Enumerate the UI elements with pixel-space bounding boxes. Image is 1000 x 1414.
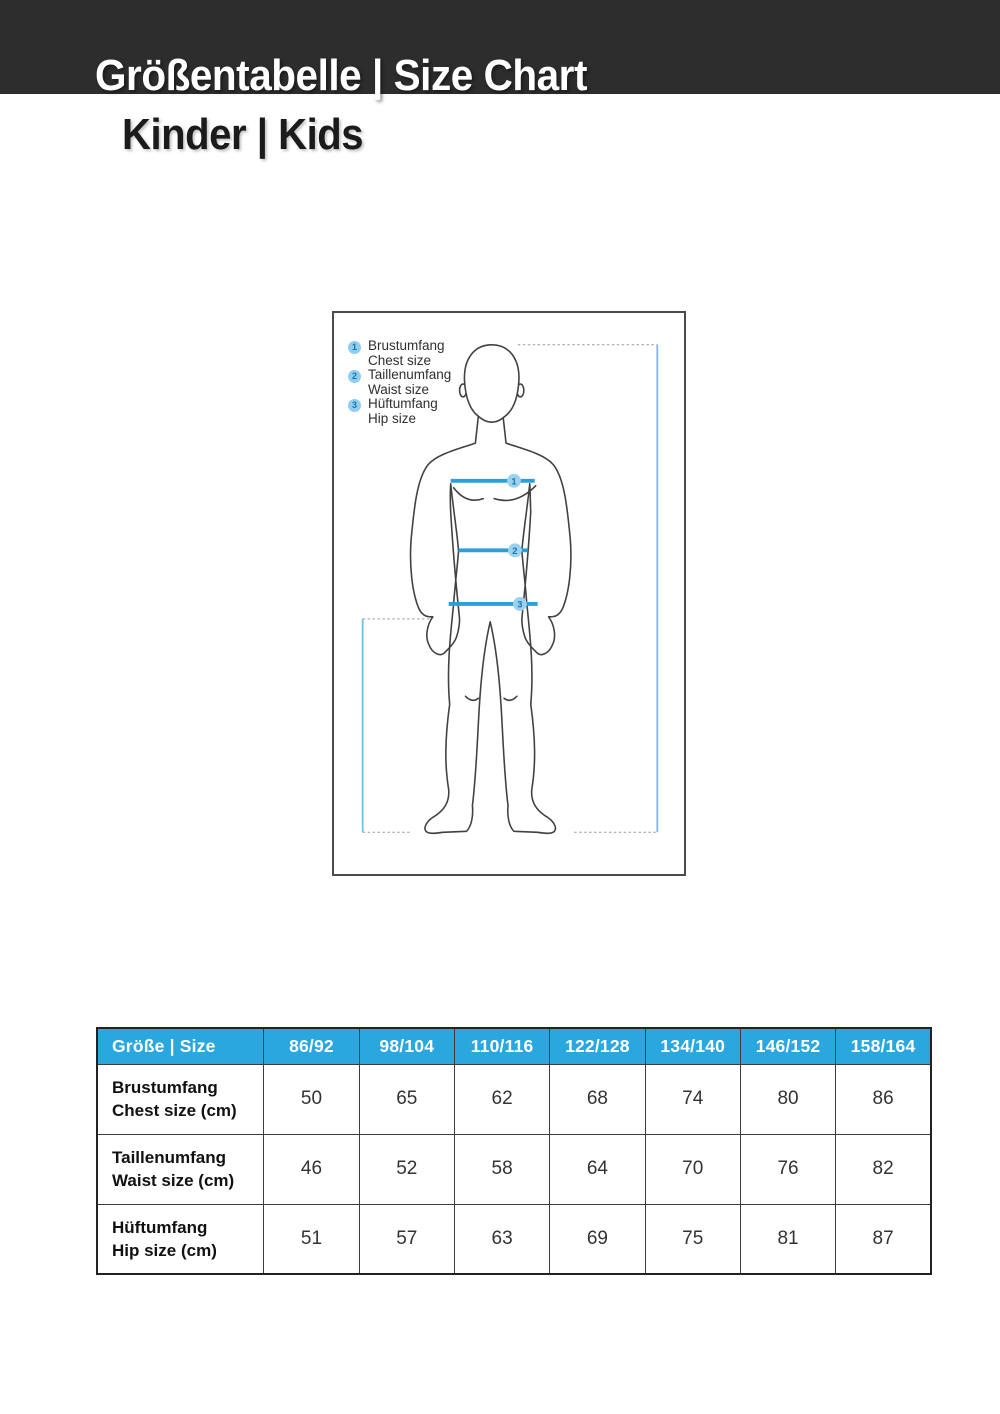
legend-label-de: Brustumfang <box>368 338 445 353</box>
row-label <box>97 1134 264 1204</box>
table-cell: 69 <box>550 1204 645 1274</box>
table-cell: 86 <box>836 1064 931 1134</box>
table-cell: 82 <box>836 1134 931 1204</box>
table-cell: 75 <box>645 1204 740 1274</box>
table-cell: 63 <box>454 1204 549 1274</box>
chest-marker-label: 1 <box>511 475 517 487</box>
table-cell: 68 <box>550 1064 645 1134</box>
measurement-diagram <box>332 311 686 876</box>
legend-label <box>368 339 445 368</box>
table-header-cell: 122/128 <box>550 1028 645 1064</box>
legend-label-de: Hüftumfang <box>368 396 438 411</box>
page-subtitle: Kinder | Kids <box>122 110 364 159</box>
waist-marker-label: 2 <box>512 544 518 556</box>
table-header-size: Größe | Size <box>97 1028 264 1064</box>
table-cell: 51 <box>264 1204 359 1274</box>
page-title: Größentabelle | Size Chart <box>95 51 587 100</box>
table-header-cell: 146/152 <box>740 1028 835 1064</box>
size-table <box>96 1027 932 1275</box>
table-row-hip <box>97 1204 931 1274</box>
legend-label-en: Waist size <box>368 381 430 397</box>
table-header-cell: 110/116 <box>454 1028 549 1064</box>
table-cell: 87 <box>836 1204 931 1274</box>
row-label <box>97 1064 264 1134</box>
legend-label-en: Chest size <box>368 352 432 368</box>
table-cell: 81 <box>740 1204 835 1274</box>
table-cell: 58 <box>454 1134 549 1204</box>
hip-marker-label: 3 <box>517 598 523 610</box>
table-cell: 65 <box>359 1064 454 1134</box>
row-label-en: Hip size (cm) <box>112 1240 217 1260</box>
table-row-waist <box>97 1134 931 1204</box>
legend-item-waist <box>348 368 451 397</box>
table-cell: 50 <box>264 1064 359 1134</box>
row-label-de: Taillenumfang <box>112 1148 226 1167</box>
table-cell: 52 <box>359 1134 454 1204</box>
legend-label-en: Hip size <box>368 410 417 426</box>
table-header-row <box>97 1028 931 1064</box>
legend-label <box>368 397 438 426</box>
legend-item-hip <box>348 397 451 426</box>
table-cell: 70 <box>645 1134 740 1204</box>
table-cell: 80 <box>740 1064 835 1134</box>
table-cell: 76 <box>740 1134 835 1204</box>
brand-ribbon-wrap <box>734 0 935 208</box>
legend-number-badge: 3 <box>348 399 361 412</box>
row-label-de: Hüftumfang <box>112 1217 208 1237</box>
row-label-de: Brustumfang <box>112 1078 218 1097</box>
legend-label <box>368 368 451 397</box>
table-header-cell: 86/92 <box>264 1028 359 1064</box>
legend-label-de: Taillenumfang <box>368 367 452 382</box>
row-label-en: Waist size (cm) <box>112 1171 235 1190</box>
table-header-cell: 98/104 <box>359 1028 454 1064</box>
table-cell: 46 <box>264 1134 359 1204</box>
head-outline <box>464 345 519 422</box>
table-cell: 57 <box>359 1204 454 1274</box>
table-cell: 64 <box>550 1134 645 1204</box>
table-header-cell: 134/140 <box>645 1028 740 1064</box>
table-cell: 74 <box>645 1064 740 1134</box>
table-cell: 62 <box>454 1064 549 1134</box>
row-label <box>97 1204 264 1274</box>
measurement-legend <box>348 339 451 426</box>
row-label-en: Chest size (cm) <box>112 1101 237 1120</box>
table-row-chest <box>97 1064 931 1134</box>
table-header-cell: 158/164 <box>836 1028 931 1064</box>
legend-number-badge: 2 <box>348 370 361 383</box>
legend-number-badge: 1 <box>348 341 361 354</box>
legend-item-chest <box>348 339 451 368</box>
